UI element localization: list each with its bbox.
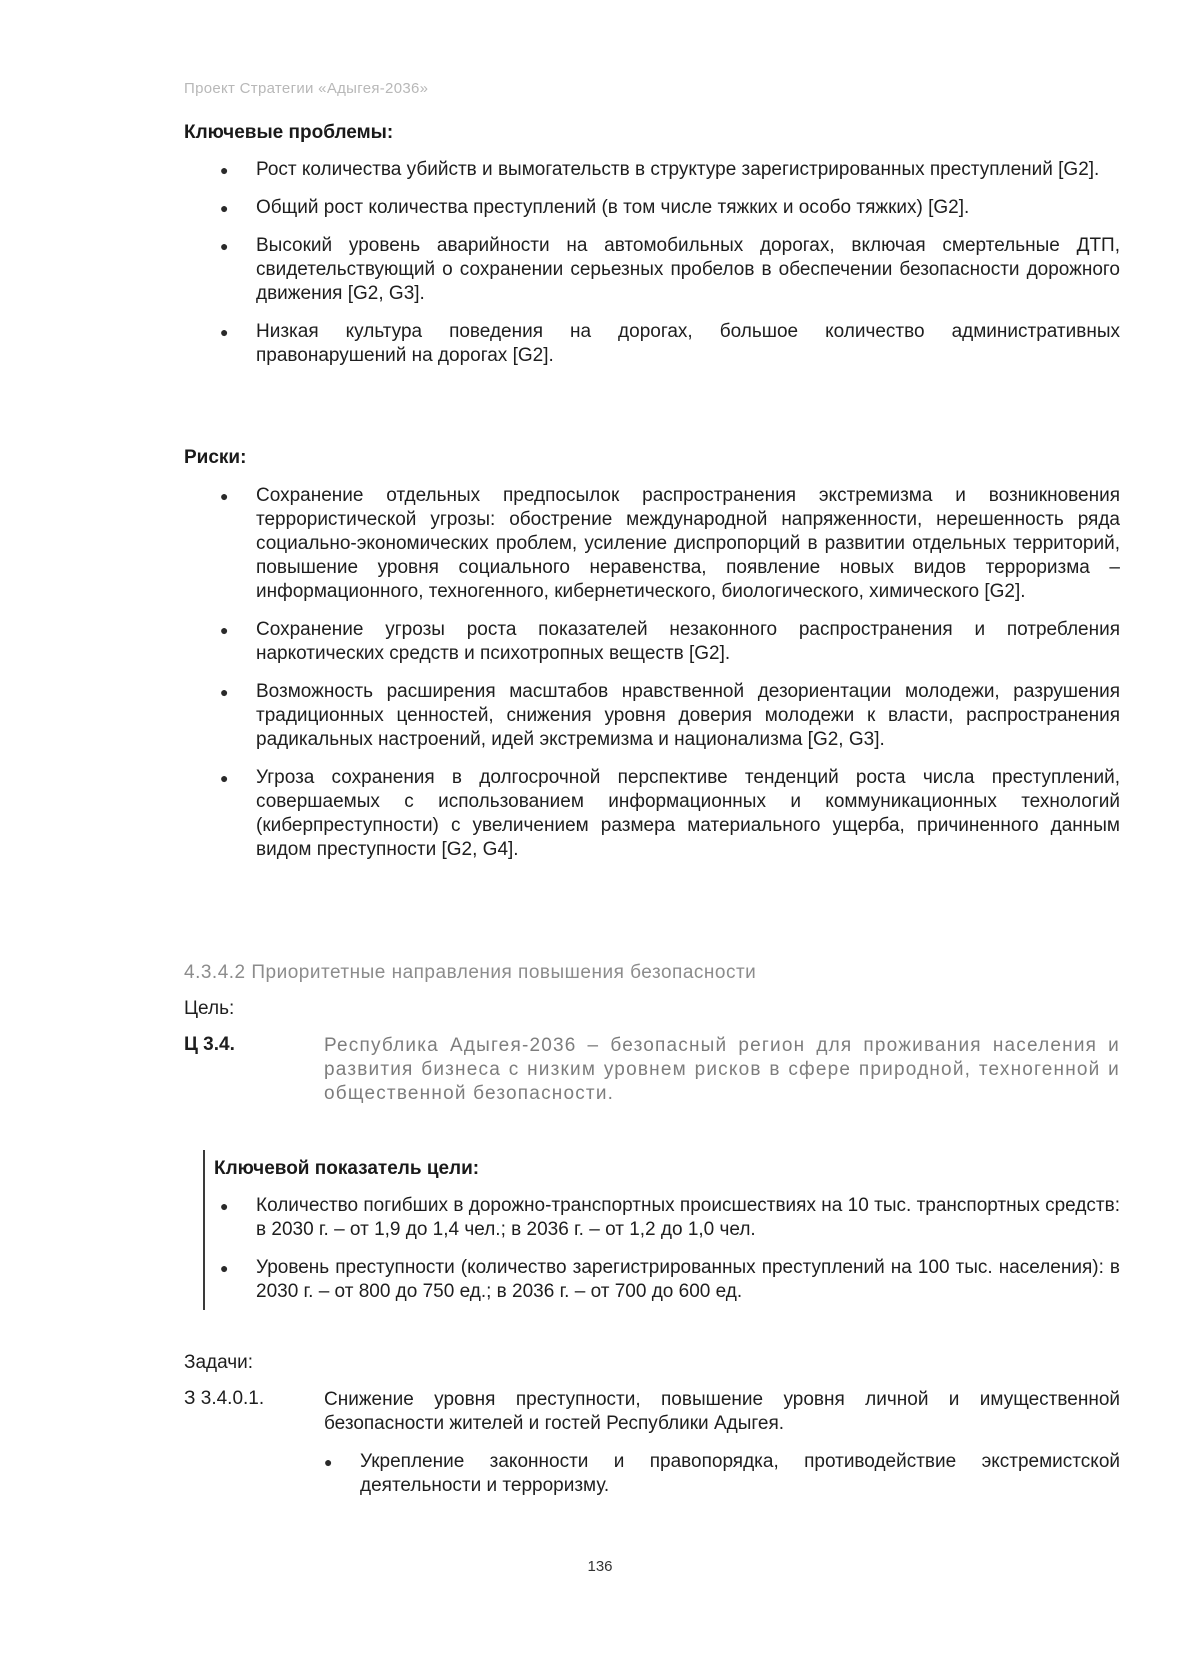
list-item [220,1194,1120,1242]
bullet-icon: ● [220,622,229,638]
running-header: Проект Стратегии «Адыгея-2036» [184,80,429,97]
list-item [220,320,1120,368]
bullet-icon: ● [220,238,229,254]
goal-label: Цель: [184,998,235,1019]
list-item-text: Сохранение угрозы роста показателей незаконного распространения и потребления наркотических средств и психотропных веществ [G2]. [256,619,1120,664]
task-code: З 3.4.0.1. [184,1388,265,1409]
bullet-icon: ● [220,1260,229,1276]
risks-heading: Риски: [184,447,247,468]
list-item [220,1256,1120,1304]
list-item-text: Количество погибших в дорожно-транспортных происшествиях на 10 тыс. транспортных средств: в 2030 г. – от 1,9 до 1,4 чел.; в 2036 г. – от 1,2 до 1,0 чел. [256,1195,1120,1240]
list-item-text: Сохранение отдельных предпосылок распространения экстремизма и возникновения террористической угрозы: обострение международной напряженности, нерешенность ряда социально-экономических проблем, усиление диспропорций в развитии отдельных территорий, повышение уровня социального неравенства, появление новых видов терроризма – информационного, техногенного, кибернетического, биологического, химического [G2]. [256,485,1120,602]
bullet-icon: ● [220,488,229,504]
subsection-title: 4.3.4.2 Приоритетные направления повышения безопасности [184,962,757,983]
list-item-text: Уровень преступности (количество зарегистрированных преступлений на 100 тыс. населения): в 2030 г. – от 800 до 750 ед.; в 2036 г. – от 700 до 600 ед. [256,1257,1120,1302]
bullet-icon: ● [324,1454,333,1470]
task-sub-list [324,1450,1120,1498]
list-item-text: Угроза сохранения в долгосрочной перспективе тенденций роста числа преступлений, совершаемых с использованием информационных и коммуникационных технологий (киберпреступности) с увеличением размера материального ущерба, причиненного данным видом преступности [G2, G4]. [256,767,1120,860]
goal-text: Республика Адыгея-2036 – безопасный регион для проживания населения и развития бизнеса с низким уровнем рисков в сфере природной, техногенной и общественной безопасности. [324,1035,1120,1104]
list-item [220,484,1120,604]
indicator-list [220,1194,1120,1304]
goal-code: Ц 3.4. [184,1034,235,1055]
list-item [220,234,1120,306]
tasks-label: Задачи: [184,1352,254,1373]
bullet-icon: ● [220,200,229,216]
page-number: 136 [587,1558,613,1575]
key-problems-heading: Ключевые проблемы: [184,122,394,143]
list-item-text: Возможность расширения масштабов нравственной дезориентации молодежи, разрушения традиционных ценностей, снижения уровня доверия молодежи к власти, распространения радикальных настроений, идей экстремизма и национализма [G2, G3]. [256,681,1120,750]
task-text: Снижение уровня преступности, повышение уровня личной и имущественной безопасности жителей и гостей Республики Адыгея. [324,1389,1120,1434]
list-item [220,158,1120,182]
list-item [220,618,1120,666]
list-item-text: Укрепление законности и правопорядка, противодействие экстремистской деятельности и терроризму. [360,1451,1120,1496]
list-item-text: Высокий уровень аварийности на автомобильных дорогах, включая смертельные ДТП, свидетельствующий о сохранении серьезных пробелов в обеспечении безопасности дорожного движения [G2, G3]. [256,235,1120,304]
indicator-heading: Ключевой показатель цели: [214,1158,480,1179]
bullet-icon: ● [220,162,229,178]
bullet-icon: ● [220,770,229,786]
list-item-text: Рост количества убийств и вымогательств в структуре зарегистрированных преступлений [G2]. [256,159,1100,180]
list-item [220,766,1120,862]
bullet-icon: ● [220,324,229,340]
list-item-text: Общий рост количества преступлений (в том числе тяжких и особо тяжких) [G2]. [256,197,970,218]
bullet-icon: ● [220,684,229,700]
key-problems-list [220,158,1120,368]
list-item-text: Низкая культура поведения на дорогах, большое количество административных правонарушений на дорогах [G2]. [256,321,1120,366]
risks-list [220,484,1120,862]
list-item [220,196,1120,220]
bullet-icon: ● [220,1198,229,1214]
list-item [220,680,1120,752]
list-item [324,1450,1120,1498]
